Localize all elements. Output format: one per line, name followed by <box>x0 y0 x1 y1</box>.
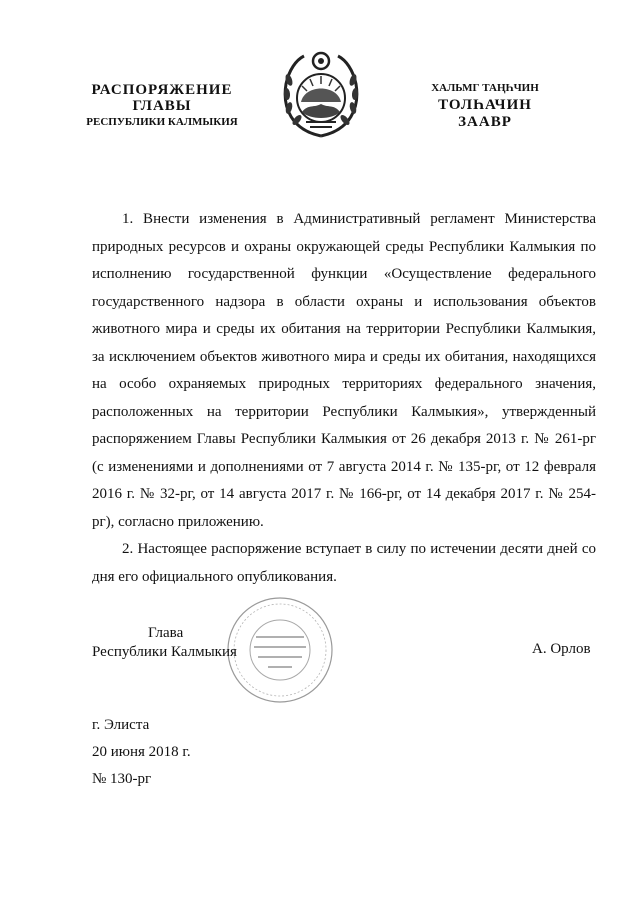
document-type-kalmyk: ЗААВР <box>458 114 512 130</box>
paragraph-2: 2. Настоящее распоряжение вступает в силу по истечении десяти дней со дня его официального опубликования. <box>92 541 596 585</box>
document-header-right <box>400 80 570 131</box>
document-body <box>92 206 596 591</box>
issuer-region-kalmyk: ХАЛЬМГ ТАҢҺЧИН <box>431 82 539 94</box>
coat-of-arms-icon <box>280 50 362 145</box>
paragraph-1: 1. Внести изменения в Административный регламент Министерства природных ресурсов и охраны окружающей среды Республики Калмыкия по исполнению государственной функции «Осуществление федерального государственного надзора в области охраны и использования объектов животного мира и среды их обитания на территории Республики Калмыкия, за исключением объектов животного мира и среды их обитания, находящихся на особо охраняемых природных территориях федерального значения, расположенных на территории Республики Калмыкия», утвержденный распоряжением Главы Республики Калмыкия от 26 декабря 2013 г. № 261-рг (с изменениями и дополнениями от 7 августа 2014 г. № 135-рг, от 12 февраля 2016 г. № 32-рг, от 14 августа 2017 г. № 166-рг, от 14 декабря 2017 г. № 254-рг), согласно приложению. <box>92 211 596 530</box>
document-header-left <box>62 82 262 130</box>
signer-title: Глава <box>148 625 184 641</box>
document-number: № 130-рг <box>92 771 152 787</box>
signer-name: А. Орлов <box>532 641 591 657</box>
signer-region: Республики Калмыкия <box>92 644 237 660</box>
issue-date: 20 июня 2018 г. <box>92 744 191 760</box>
issuer-title-kalmyk: ТОЛҺАЧИН <box>438 97 532 113</box>
issuer-title: ГЛАВЫ <box>132 98 192 114</box>
document-type: РАСПОРЯЖЕНИЕ <box>91 82 233 98</box>
issuer-region: РЕСПУБЛИКИ КАЛМЫКИЯ <box>86 116 238 128</box>
document-footer <box>92 712 191 793</box>
issue-city: г. Элиста <box>92 717 150 733</box>
signature-block <box>92 624 292 662</box>
